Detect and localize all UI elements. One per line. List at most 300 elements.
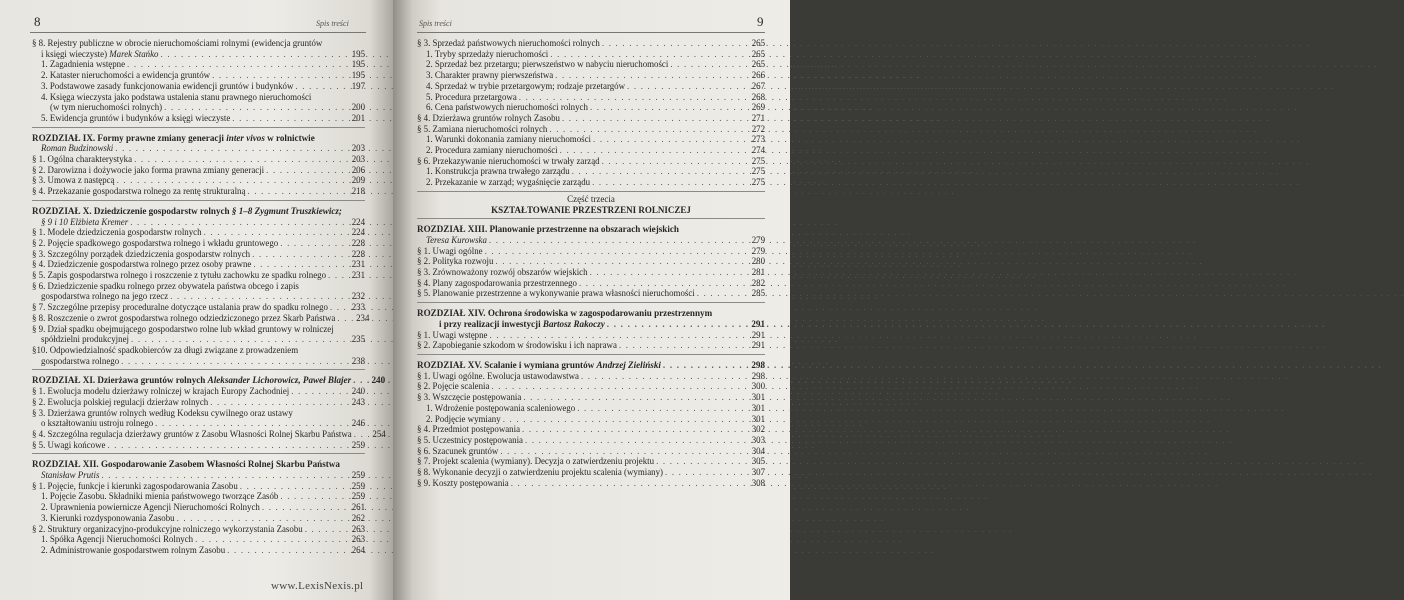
page-ref: 263: [351, 523, 365, 534]
entry-text: § 8. Wykonanie decyzji o zatwierdzeniu projektu scalenia (wymiany): [417, 467, 663, 478]
header-rule: [417, 32, 765, 33]
page-ref: 272: [751, 123, 765, 134]
chapter-heading: [417, 360, 765, 371]
toc-entry: §10. Odpowiedzialność spadkobierców za długi związane z prowadzeniem: [32, 344, 299, 355]
page-ref: 269: [751, 102, 765, 113]
entry-text: § 3. Wszczęcie postępowania: [417, 392, 522, 403]
entry-title: [417, 424, 520, 435]
page-ref: 254: [372, 428, 386, 439]
page-ref: 304: [751, 445, 765, 456]
part-label: Część trzecia: [567, 193, 615, 204]
toc-entry: [32, 259, 365, 270]
dot-leader: [132, 154, 343, 165]
toc-entry: [32, 102, 365, 113]
entry-title: [41, 545, 225, 556]
section-divider: [417, 302, 765, 303]
entry-title: [41, 534, 193, 545]
dot-leader: [695, 288, 743, 299]
dot-leader: [548, 49, 743, 60]
entry-text: § 1. Uwagi ogólne: [417, 245, 483, 256]
toc-entry: § 6. Dziedziczenie spadku rolnego przez obywatela państwa obcego i zapis: [32, 280, 299, 291]
toc-entry: [417, 235, 765, 246]
entry-title: [32, 375, 351, 386]
dot-leader: [119, 356, 343, 367]
entry-text: 3. Charakter prawny pierwszeństwa: [426, 70, 554, 81]
chapter-heading: [417, 308, 765, 319]
toc-entry: [32, 397, 365, 408]
page-ref: 302: [751, 424, 765, 435]
dot-leader: [558, 145, 743, 156]
dot-leader: [193, 534, 343, 545]
entry-title: [417, 246, 483, 257]
entry-text: § 5. Uczestnicy postępowania: [417, 434, 523, 445]
dot-leader: [600, 38, 743, 49]
entry-title: [32, 429, 352, 440]
entry-title: [32, 186, 245, 197]
entry-text: spółdzielni produkcyjnej: [41, 334, 129, 345]
entry-title: [41, 491, 278, 502]
page-ref: 228: [351, 237, 365, 248]
toc-entry: [32, 227, 365, 238]
dot-leader: [113, 143, 343, 154]
toc-left: [32, 38, 386, 556]
toc-entry: [417, 70, 765, 81]
toc-entry: [417, 288, 765, 299]
page-ref: 232: [351, 291, 365, 302]
toc-entry: [417, 256, 765, 267]
toc-entry: [417, 145, 765, 156]
chapter-heading: [32, 206, 365, 217]
entry-author: Aleksander Lichorowicz, Paweł Blajer: [207, 375, 352, 386]
dot-leader: [625, 81, 743, 92]
toc-entry: [32, 81, 365, 92]
dot-leader: [168, 291, 343, 302]
entry-title: [41, 49, 158, 60]
dot-leader: [605, 319, 743, 330]
dot-leader: [175, 513, 343, 524]
page-ref: 307: [751, 467, 765, 478]
page-ref: 206: [351, 164, 365, 175]
dot-leader: [153, 418, 343, 429]
entry-text: § 4. Dzierżawa gruntów rolnych Zasobu: [417, 112, 560, 123]
page-ref: 275: [751, 166, 765, 177]
entry-title: [417, 381, 489, 392]
page-ref: 300: [751, 381, 765, 392]
toc-entry: [32, 513, 365, 524]
dot-leader: [668, 59, 743, 70]
entry-text: § 5. Zamiana nieruchomości rolnych: [417, 123, 548, 134]
entry-text: 2. Administrowanie gospodarstwem rolnym Zasobu: [41, 544, 226, 555]
page-ref: 264: [351, 544, 365, 555]
page-ref: 197: [351, 80, 365, 91]
chapter-heading: [32, 459, 365, 470]
left-page: [0, 0, 393, 600]
dot-leader: [351, 375, 363, 386]
toc-entry: [32, 143, 365, 154]
entry-text: ROZDZIAŁ XIII. Planowanie przestrzenne na obszarach wiejskich: [417, 224, 679, 235]
entry-text: 5. Procedura przetargowa: [426, 91, 517, 102]
page-ref: 234: [356, 312, 370, 323]
entry-text: o kształtowaniu ustroju rolnego: [41, 418, 154, 429]
entry-text: ROZDZIAŁ IX. Formy prawne zmiany generacji: [32, 132, 227, 143]
dot-leader: [250, 249, 343, 260]
entry-text: § 1. Ogólna charakterystyka: [32, 154, 133, 165]
section-divider: [417, 191, 765, 192]
toc-entry: [417, 435, 765, 446]
entry-title: [41, 356, 119, 367]
toc-entry: [32, 502, 365, 513]
entry-title: [32, 302, 328, 313]
page-ref: 268: [751, 91, 765, 102]
toc-entry: [417, 467, 765, 478]
entry-author: inter vivos: [226, 132, 265, 143]
entry-title: [41, 418, 153, 429]
entry-title: [426, 70, 553, 81]
page-ref: 271: [751, 112, 765, 123]
entry-title: [417, 446, 498, 457]
entry-title: [417, 456, 654, 467]
toc-entry: [32, 428, 386, 440]
dot-leader: [251, 259, 343, 270]
page-ref: 224: [351, 216, 365, 227]
toc-entry: [417, 424, 765, 435]
page-ref: 263: [351, 534, 365, 545]
page-ref: 259: [351, 491, 365, 502]
toc-entry: [32, 70, 365, 81]
entry-text: ROZDZIAŁ XV. Scalanie i wymiana gruntów: [417, 359, 597, 370]
toc-entry: [417, 124, 765, 135]
entry-title: [32, 238, 278, 249]
page-ref: 201: [351, 112, 365, 123]
entry-text: 2. Przekazanie w zarząd; wygaśnięcie zarządu: [426, 177, 591, 188]
entry-text: (w tym nieruchomości rolnych): [50, 102, 163, 113]
entry-text: 1. Wdrożenie postępowania scaleniowego: [426, 402, 576, 413]
publisher-url: www.LexisNexis.pl: [271, 580, 364, 592]
toc-entry: [32, 238, 365, 249]
page-ref: 240: [351, 386, 365, 397]
section-divider: [32, 127, 365, 128]
entry-title: [417, 224, 679, 235]
entry-text: § 2. Pojęcie spadkowego gospodarstwa rolnego i wkładu gruntowego: [32, 237, 279, 248]
section-divider: [417, 354, 765, 355]
entry-text: § 7. Projekt scalenia (wymiany). Decyzja o zatwierdzeniu projektu: [417, 456, 655, 467]
toc-entry: [32, 49, 365, 60]
toc-entry: § 8. Rejestry publiczne w obrocie nieruchomościami rolnymi (ewidencja gruntów: [32, 38, 323, 48]
dot-leader: [125, 59, 343, 70]
entry-title: [417, 113, 560, 124]
page-number: 9: [757, 14, 764, 29]
entry-author: Roman Budzinowski: [41, 143, 114, 154]
page-ref: 301: [751, 402, 765, 413]
dot-leader: [520, 424, 743, 435]
entry-text: § 1. Pojęcie, funkcje i kierunki zagospodarowania Zasobu: [32, 480, 238, 491]
dot-leader: [575, 403, 743, 414]
page-ref: 274: [751, 145, 765, 156]
running-head: Spis treści: [419, 19, 452, 28]
entry-text: § 1. Uwagi wstępne: [417, 329, 488, 340]
dot-leader: [230, 113, 343, 124]
entry-text: § 1. Uwagi ogólne. Ewolucja ustawodawstwa: [417, 370, 579, 381]
entry-text: ROZDZIAŁ X. Dziedziczenie gospodarstw rolnych: [32, 205, 232, 216]
entry-title: [32, 386, 289, 397]
page-ref: 231: [351, 259, 365, 270]
entry-title: [417, 330, 488, 341]
entry-author: Stanisław Prutis: [41, 470, 100, 481]
entry-text: § 2. Zapobieganie szkodom w środowisku i ich naprawa: [417, 340, 617, 351]
entry-title: [426, 177, 590, 188]
page-ref: 200: [351, 102, 365, 113]
dot-leader: [289, 386, 343, 397]
entry-text: § 9. Koszty postępowania: [417, 477, 509, 488]
dot-leader: [579, 371, 743, 382]
entry-title: [32, 227, 202, 238]
page-ref: 228: [351, 248, 365, 259]
entry-text: 2. Uprawnienia powiernicze Agencji Nieruchomości Rolnych: [41, 502, 260, 513]
dot-leader: [326, 270, 343, 281]
dot-leader: [588, 267, 743, 278]
entry-title: [32, 397, 208, 408]
entry-text: § 4. Przekazanie gospodarstwa rolnego za rentę strukturalną: [32, 186, 246, 197]
entry-text: 1. Konstrukcja prawna trwałego zarządu: [426, 166, 570, 177]
entry-title: [417, 124, 547, 135]
entry-text: § 7. Szczególne przepisy proceduralne dotyczące ustalania praw do spadku rolnego: [32, 302, 328, 313]
entry-title: [41, 70, 210, 81]
entry-text: § 4. Plany zagospodarowania przestrzennego: [417, 277, 577, 288]
page-ref: 259: [351, 470, 365, 481]
page-ref: 259: [351, 439, 365, 450]
page-ref: 235: [351, 334, 365, 345]
toc-entry: [417, 156, 765, 167]
page-ref: 209: [351, 175, 365, 186]
entry-title: [32, 175, 115, 186]
toc-entry: [417, 446, 765, 457]
page-ref: 280: [751, 256, 765, 267]
entry-title: [426, 403, 575, 414]
entry-title: [32, 133, 315, 144]
dot-leader: [335, 313, 347, 324]
toc-entry: [32, 270, 365, 281]
page-ref: 301: [751, 392, 765, 403]
page-ref: 298: [751, 370, 765, 381]
page-number: 8: [34, 14, 41, 29]
entry-title: [32, 259, 251, 270]
page-ref: 231: [351, 270, 365, 281]
page-ref: 203: [351, 143, 365, 154]
entry-text: i księgi wieczyste): [41, 48, 110, 59]
toc-entry: [417, 113, 765, 124]
entry-text: i przy realizacji inwestycji: [439, 318, 543, 329]
page-ref: 308: [751, 477, 765, 488]
entry-text: § 4. Szczególna regulacja dzierżawy gruntów z Zasobu Własności Rolnej Skarbu Państwa: [32, 428, 352, 439]
page-ref: 238: [351, 355, 365, 366]
entry-text: ROZDZIAŁ XI. Dzierżawa gruntów rolnych: [32, 375, 208, 386]
entry-title: [426, 145, 558, 156]
page-ref: 265: [751, 59, 765, 70]
page-ref: 233: [351, 302, 365, 313]
entry-title: [426, 235, 487, 246]
toc-entry: [32, 481, 365, 492]
dot-leader: [129, 334, 343, 345]
entry-title: [41, 470, 99, 481]
dot-leader: [264, 165, 343, 176]
page-ref: 240: [371, 375, 386, 386]
page-ref: 281: [751, 267, 765, 278]
toc-entry: [417, 81, 765, 92]
toc-entry: [32, 59, 365, 70]
toc-entry: [32, 470, 365, 481]
toc-entry: [417, 102, 765, 113]
entry-title: [41, 291, 168, 302]
dot-leader: [352, 429, 364, 440]
page-ref: 275: [751, 155, 765, 166]
toc-entry: [417, 330, 765, 341]
entry-text: § 6. Przekazywanie nieruchomości w trwały zarząd: [417, 155, 600, 166]
entry-title: [32, 440, 105, 451]
toc-entry: [417, 456, 765, 467]
toc-entry: [417, 392, 765, 403]
entry-title: [50, 102, 162, 113]
entry-text: § 8. Roszczenie o zwrot gospodarstwa rolnego odziedziczonego przez Skarb Państwa: [32, 312, 336, 323]
right-page: [393, 0, 790, 600]
entry-text: 1. Zagadnienia wstępne: [41, 59, 126, 70]
toc-entry: [417, 278, 765, 289]
toc-entry: [417, 177, 765, 188]
toc-entry: [417, 166, 765, 177]
entry-text: § 3. Szczególny porządek dziedziczenia gospodarstw rolnych: [32, 248, 251, 259]
toc-entry: [417, 403, 765, 414]
entry-text: ROZDZIAŁ XII. Gospodarowanie Zasobem Własności Rolnej Skarbu Państwa: [32, 459, 340, 470]
dot-leader: [115, 175, 343, 186]
toc-entry: [417, 267, 765, 278]
section-divider: [32, 200, 365, 201]
section-divider: [32, 453, 365, 454]
toc-entry: [32, 440, 365, 451]
dot-leader: [328, 302, 343, 313]
entry-text: 1. Pojęcie Zasobu. Składniki mienia państwowego tworzące Zasób: [41, 491, 279, 502]
dot-leader: [245, 186, 343, 197]
toc-entry: [417, 246, 765, 257]
entry-text: § 2. Ewolucja polskiej regulacji dzierżaw rolnych: [32, 396, 209, 407]
dot-leader: [238, 481, 343, 492]
entry-title: [417, 256, 493, 267]
entry-text: § 3. Umowa z następcą: [32, 175, 115, 186]
dot-leader: [303, 524, 343, 535]
entry-title: [417, 278, 577, 289]
toc-entry: [32, 154, 365, 165]
dot-leader: [570, 166, 743, 177]
toc-entry: [32, 418, 365, 429]
page-ref: 267: [751, 80, 765, 91]
page-ref: 291: [751, 318, 765, 329]
page-ref: 301: [751, 413, 765, 424]
entry-title: [426, 49, 548, 60]
dot-leader: [663, 467, 743, 478]
entry-title: [417, 371, 579, 382]
entry-title: [417, 435, 523, 446]
entry-title: [417, 267, 588, 278]
entry-title: [426, 166, 570, 177]
toc-entry: [417, 59, 765, 70]
dot-leader: [588, 102, 743, 113]
page-ref: 259: [351, 480, 365, 491]
toc-entry: [417, 371, 765, 382]
page-ref: 195: [351, 70, 365, 81]
dot-leader: [493, 256, 743, 267]
entry-author: Teresa Kurowska: [426, 234, 487, 245]
toc-entry: [32, 291, 365, 302]
toc-entry: [32, 386, 365, 397]
entry-title: [417, 38, 600, 49]
entry-title: [32, 524, 303, 535]
entry-text-tail: w rolnictwie: [264, 132, 315, 143]
page-ref: 303: [751, 434, 765, 445]
entry-title: [32, 249, 250, 260]
page-ref: 305: [751, 456, 765, 467]
toc-entry: [417, 381, 765, 392]
toc-entry: [32, 249, 365, 260]
toc-entry: [32, 491, 365, 502]
dot-leader: [560, 113, 743, 124]
page-ref: 261: [351, 502, 365, 513]
entry-title: [41, 334, 129, 345]
entry-title: [417, 478, 509, 489]
toc-entry: [417, 92, 765, 103]
dot-leader: [553, 70, 743, 81]
toc-entry: [32, 113, 365, 124]
chapter-heading: [417, 224, 765, 235]
header-rule: [30, 32, 366, 33]
dot-leader: [208, 397, 343, 408]
toc-entry: [417, 134, 765, 145]
toc-entry: [32, 312, 370, 324]
chapter-heading: [32, 133, 365, 144]
entry-text: 1. Spółka Agencji Nieruchomości Rolnych: [41, 534, 194, 545]
entry-title: [41, 502, 260, 513]
entry-title: [41, 59, 125, 70]
dot-leader: [105, 440, 343, 451]
dot-leader: [128, 217, 343, 228]
toc-entry: [32, 217, 365, 228]
toc-entry: § 3. Dzierżawa gruntów rolnych według Kodeksu cywilnego oraz ustawy: [32, 407, 293, 418]
page-ref: 195: [351, 48, 365, 59]
page-ref: 279: [751, 234, 765, 245]
section-divider: [32, 369, 365, 370]
page-ref: 265: [751, 38, 765, 48]
entry-title: [32, 481, 238, 492]
toc-entry: [32, 534, 365, 545]
entry-title: [41, 513, 175, 524]
entry-text: § 1. Modele dziedziczenia gospodarstw rolnych: [32, 227, 202, 238]
dot-leader: [99, 470, 343, 481]
page-ref: 266: [751, 70, 765, 81]
entry-title: [426, 414, 501, 425]
toc-entry: [32, 186, 365, 197]
toc-entry: [417, 478, 765, 489]
toc-entry: [32, 165, 365, 176]
entry-author: Marek Stańko: [109, 48, 159, 59]
dot-leader: [487, 235, 743, 246]
entry-text: 2. Procedura zamiany nieruchomości: [426, 145, 558, 156]
dot-leader: [523, 435, 743, 446]
page-ref: 282: [751, 277, 765, 288]
dot-leader: [617, 340, 743, 351]
dot-leader: [654, 456, 743, 467]
entry-text: § 5. Uwagi końcowe: [32, 439, 106, 450]
dot-leader: [509, 478, 743, 489]
dot-leader: [202, 227, 343, 238]
page-ref: 291: [751, 340, 765, 351]
toc-entry: [417, 49, 765, 60]
